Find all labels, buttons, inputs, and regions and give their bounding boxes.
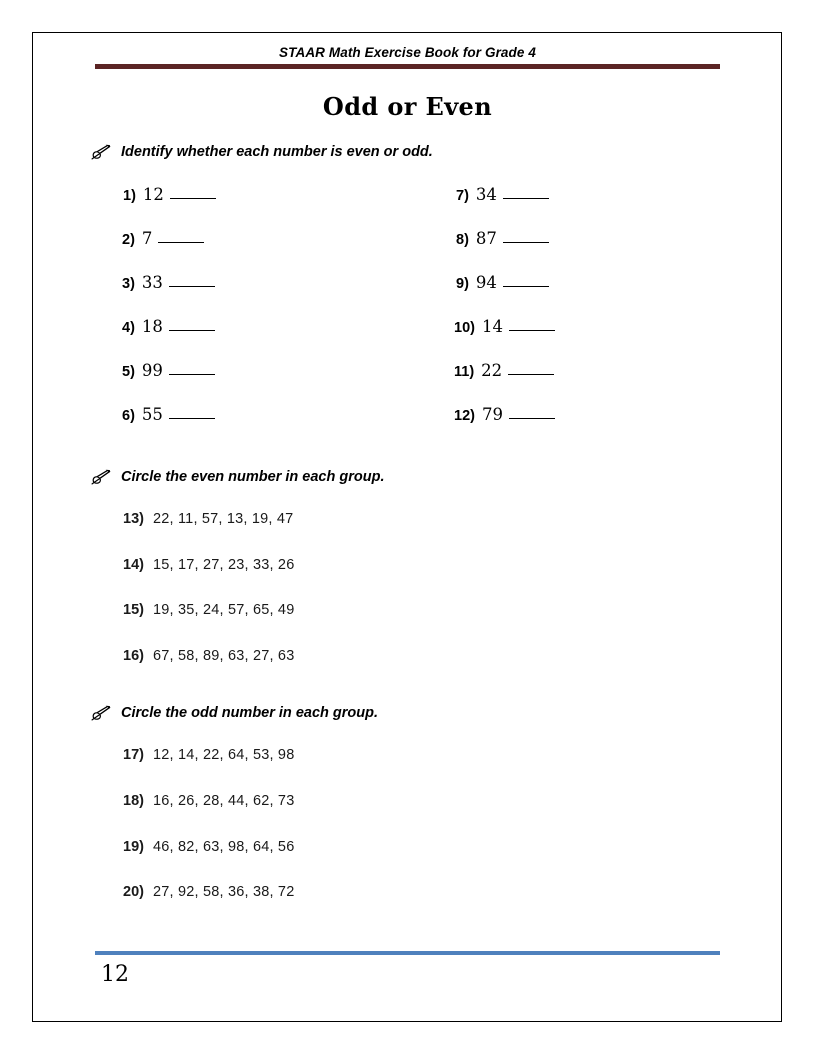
problem-number: 10) [454, 320, 475, 336]
answer-blank[interactable] [169, 418, 215, 419]
problem-number: 7) [456, 188, 469, 204]
problem-number: 11) [454, 364, 475, 380]
problem-number: 14) [123, 557, 144, 573]
problem-value: 12 [142, 185, 164, 204]
problem-values[interactable]: 19, 35, 24, 57, 65, 49 [153, 602, 295, 618]
instruction-text-3: Circle the odd number in each group. [121, 705, 378, 721]
problem-number: 4) [122, 320, 135, 336]
problem-values[interactable]: 67, 58, 89, 63, 27, 63 [153, 648, 295, 664]
problem-item-2 [122, 229, 204, 248]
problem-number: 15) [123, 602, 144, 618]
problem-values[interactable]: 15, 17, 27, 23, 33, 26 [153, 557, 295, 573]
problem-value: 99 [141, 361, 163, 380]
problem-item-16 [123, 648, 294, 664]
problem-value: 7 [141, 229, 153, 248]
page-title: Odd or Even [322, 92, 493, 121]
problem-values[interactable]: 16, 26, 28, 44, 62, 73 [153, 793, 295, 809]
problem-item-13 [123, 511, 293, 527]
problem-value: 94 [475, 273, 497, 292]
header-rule [95, 64, 720, 69]
problem-item-11 [454, 361, 554, 380]
answer-blank[interactable] [169, 374, 215, 375]
instruction-text-1: Identify whether each number is even or odd. [121, 144, 433, 160]
problem-number: 16) [123, 648, 144, 664]
problem-value: 87 [475, 229, 497, 248]
problem-number: 8) [456, 232, 469, 248]
instruction-row-3 [90, 703, 378, 723]
problem-values[interactable]: 27, 92, 58, 36, 38, 72 [153, 884, 295, 900]
problem-item-20 [123, 884, 294, 900]
answer-blank[interactable] [169, 330, 215, 331]
answer-blank[interactable] [508, 374, 554, 375]
problem-item-10 [454, 317, 555, 336]
problem-number: 18) [123, 793, 144, 809]
problem-number: 9) [456, 276, 469, 292]
problem-number: 13) [123, 511, 144, 527]
problem-item-3 [122, 273, 215, 292]
problem-item-14 [123, 557, 294, 573]
problem-value: 33 [141, 273, 163, 292]
problem-value: 18 [141, 317, 163, 336]
page-border [32, 32, 782, 1022]
answer-blank[interactable] [170, 198, 216, 199]
problem-number: 17) [123, 747, 144, 763]
problem-values[interactable]: 46, 82, 63, 98, 64, 56 [153, 839, 295, 855]
problem-number: 12) [454, 408, 475, 424]
problem-values[interactable]: 12, 14, 22, 64, 53, 98 [153, 747, 295, 763]
pen-icon [90, 703, 112, 723]
answer-blank[interactable] [509, 418, 555, 419]
problem-item-19 [123, 839, 294, 855]
problem-number: 19) [123, 839, 144, 855]
problem-value: 55 [141, 405, 163, 424]
problem-number: 5) [122, 364, 135, 380]
problem-item-4 [122, 317, 215, 336]
instruction-row-2 [90, 467, 384, 487]
answer-blank[interactable] [158, 242, 204, 243]
problem-item-5 [122, 361, 215, 380]
problem-value: 79 [481, 405, 503, 424]
problem-item-7 [456, 185, 549, 204]
problem-item-8 [456, 229, 549, 248]
problem-value: 22 [481, 361, 503, 380]
problem-item-6 [122, 405, 215, 424]
problem-item-17 [123, 747, 294, 763]
answer-blank[interactable] [509, 330, 555, 331]
problem-number: 20) [123, 884, 144, 900]
problem-number: 1) [123, 188, 136, 204]
problem-item-1 [123, 185, 216, 204]
problem-item-12 [454, 405, 555, 424]
answer-blank[interactable] [503, 198, 549, 199]
pen-icon [90, 142, 112, 162]
answer-blank[interactable] [503, 286, 549, 287]
problem-number: 6) [122, 408, 135, 424]
running-head: STAAR Math Exercise Book for Grade 4 [279, 45, 536, 60]
problem-number: 3) [122, 276, 135, 292]
problem-value: 14 [481, 317, 503, 336]
instruction-row-1 [90, 142, 433, 162]
problem-number: 2) [122, 232, 135, 248]
problem-item-9 [456, 273, 549, 292]
answer-blank[interactable] [503, 242, 549, 243]
problem-value: 34 [475, 185, 497, 204]
answer-blank[interactable] [169, 286, 215, 287]
problem-item-15 [123, 602, 294, 618]
pen-icon [90, 467, 112, 487]
page-number: 12 [101, 962, 129, 987]
problem-item-18 [123, 793, 294, 809]
problem-values[interactable]: 22, 11, 57, 13, 19, 47 [153, 511, 294, 527]
footer-rule [95, 951, 720, 955]
instruction-text-2: Circle the even number in each group. [121, 469, 385, 485]
